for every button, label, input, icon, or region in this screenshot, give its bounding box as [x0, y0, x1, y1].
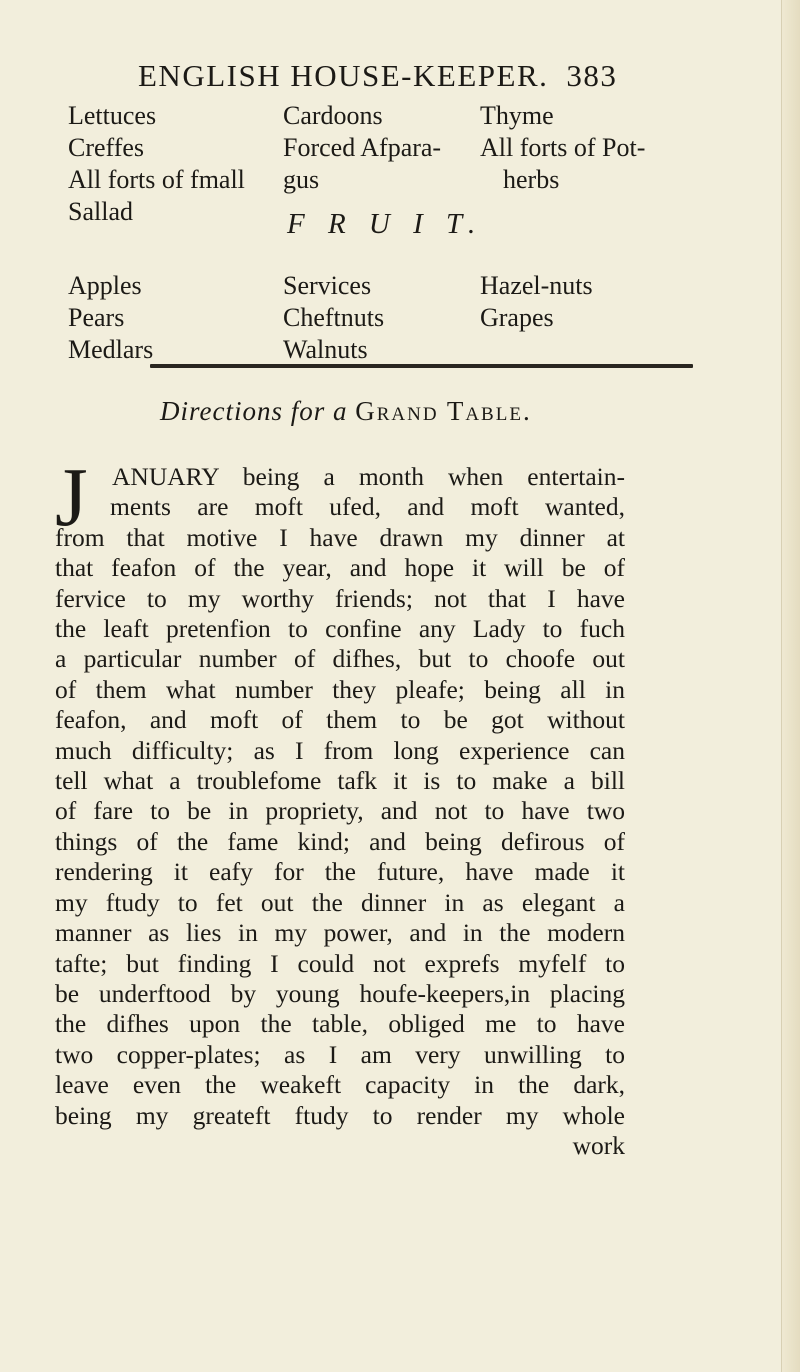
list-item: Walnuts	[283, 335, 368, 364]
section-title	[160, 396, 532, 427]
list-item: All forts of fmall	[68, 165, 245, 194]
list-item: Lettuces	[68, 101, 157, 130]
text-line: feafon, and moft of them to be got without	[55, 705, 625, 735]
text-line: leave even the weakeft capacity in the dark,	[55, 1070, 625, 1100]
vegetables-column-3	[480, 100, 645, 196]
section-divider	[150, 364, 693, 368]
text-line: tafte; but finding I could not exprefs myfelf to	[55, 948, 625, 978]
list-item: Cheftnuts	[283, 303, 385, 332]
text-line: two copper-plates; as I am very unwilling to	[55, 1039, 625, 1069]
vegetables-column-2	[283, 100, 441, 196]
drop-cap: J	[55, 451, 88, 544]
text-line: ANUARY being a month when entertain-	[112, 462, 625, 491]
text-line: my ftudy to fet out the dinner in as elegant a	[55, 887, 625, 917]
list-item: Creffes	[68, 133, 145, 162]
list-item: Cardoons	[283, 101, 383, 130]
fruit-column-3	[480, 270, 593, 334]
list-item: Apples	[68, 271, 142, 300]
text-line: be underftood by young houfe-keepers,in placing	[55, 978, 625, 1008]
text-line: a particular number of difhes, but to choofe out	[55, 644, 625, 674]
running-header	[138, 58, 617, 94]
body-text	[55, 462, 625, 1161]
text-line: rendering it eafy for the future, have made it	[55, 857, 625, 887]
fruit-heading: F R U I T.	[287, 208, 484, 240]
vegetables-column-1	[68, 100, 245, 228]
list-item: Thyme	[480, 101, 554, 130]
text-line: being my greateft ftudy to render my whole	[55, 1100, 625, 1130]
list-item: Grapes	[480, 303, 554, 332]
list-item: All forts of Pot-	[480, 133, 646, 162]
fruit-column-2	[283, 270, 384, 366]
header-title: ENGLISH HOUSE-KEEPER.	[138, 58, 549, 93]
list-item: Forced Afpara-	[283, 133, 442, 162]
text-line: the leaft pretenfion to confine any Lady to fuch	[55, 614, 625, 644]
fruit-column-1	[68, 270, 153, 366]
list-item: Hazel-nuts	[480, 271, 593, 300]
text-line: much difficulty; as I from long experience can	[55, 735, 625, 765]
page-number: 383	[566, 58, 618, 93]
text-line: tell what a troublefome tafk it is to make a bill	[55, 766, 625, 796]
list-item: Pears	[68, 303, 125, 332]
text-line: things of the fame kind; and being defirous of	[55, 826, 625, 856]
text-line: work	[572, 1130, 625, 1160]
text-line: manner as lies in my power, and in the modern	[55, 918, 625, 948]
list-item: herbs	[503, 165, 560, 194]
list-item: Medlars	[68, 335, 154, 364]
text-line: of fare to be in propriety, and not to have two	[55, 796, 625, 826]
section-title-italic: Directions for a	[160, 396, 348, 426]
text-line: ments are moft ufed, and moft wanted,	[110, 492, 625, 522]
list-item: Services	[283, 271, 372, 300]
section-title-caps: Grand Table.	[355, 396, 532, 426]
page-edge	[781, 0, 800, 1372]
text-line: of them what number they pleafe; being all in	[55, 674, 625, 704]
text-line: that feafon of the year, and hope it will be of	[55, 553, 625, 583]
text-line: from that motive I have drawn my dinner at	[55, 522, 625, 552]
text-line: fervice to my worthy friends; not that I have	[55, 583, 625, 613]
text-line: the difhes upon the table, obliged me to have	[55, 1009, 625, 1039]
list-item: gus	[283, 165, 320, 194]
list-item: Sallad	[68, 197, 133, 226]
